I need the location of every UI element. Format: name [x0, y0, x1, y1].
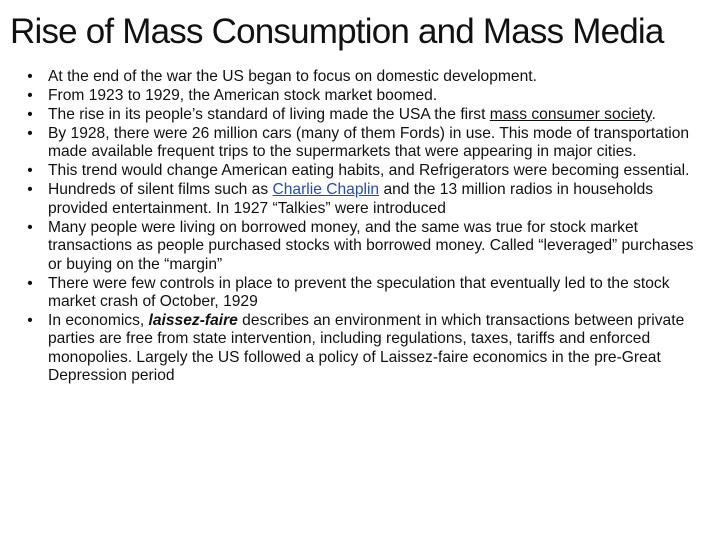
bullet-icon: • — [27, 181, 33, 199]
bullet-text-post: describes an environment in which transactions between private parties are free from state intervention, including regulations, taxes, tariffs and enforced monopolies. Largely the US followed a policy of Laissez-faire economics in the pre-Great Depression period — [48, 312, 685, 385]
bullet-text: By 1928, there were 26 million cars (many of them Fords) in use. This mode of transportation made available frequent trips to the supermarkets that were appearing in major cities. — [48, 125, 690, 161]
laissez-faire-term: laissez-faire — [148, 312, 238, 330]
bullet-text-pre: The rise in its people’s standard of living made the USA the first — [48, 106, 490, 123]
charlie-chaplin-link[interactable]: Charlie Chaplin — [272, 181, 380, 199]
bullet-text: There were few controls in place to prevent the speculation that eventually led to the stock market crash of October, 1929 — [48, 274, 670, 311]
slide-title: Rise of Mass Consumption and Mass Media — [10, 12, 664, 51]
bullet-item — [27, 274, 703, 312]
bullet-text-pre: In economics, — [48, 312, 149, 330]
bullet-icon: • — [27, 274, 33, 292]
bullet-item — [27, 218, 703, 274]
bullet-item — [27, 312, 703, 386]
bullet-icon: • — [27, 125, 33, 142]
bullet-icon: • — [27, 162, 33, 180]
bullet-text-post: and the 13 million radios in households provided entertainment. In 1927 “Talkies” were introduced — [48, 181, 654, 217]
bullet-item — [27, 106, 703, 124]
bullet-text: This trend would change American eating habits, and Refrigerators were becoming essential. — [48, 162, 690, 180]
bullet-item — [27, 125, 703, 162]
bullet-icon: • — [27, 312, 33, 330]
bullet-item — [27, 68, 703, 86]
bullet-list — [27, 68, 703, 386]
bullet-text-post: . — [651, 106, 656, 123]
bullet-icon: • — [27, 218, 33, 236]
bullet-text: From 1923 to 1929, the American stock market boomed. — [48, 87, 438, 104]
bullet-icon: • — [27, 106, 33, 123]
bullet-item — [27, 181, 703, 218]
bullet-icon: • — [27, 87, 33, 104]
bullet-item — [27, 162, 703, 180]
bullet-item — [27, 87, 703, 105]
bullet-text: Many people were living on borrowed money, and the same was true for stock market transactions as people purchased stocks with borrowed money. Called “leveraged” purchases or buying on the “margin” — [48, 218, 694, 273]
bullet-text: At the end of the war the US began to focus on domestic development. — [48, 68, 537, 85]
mass-consumer-society-term: mass consumer society — [489, 106, 652, 123]
bullet-icon: • — [27, 68, 33, 85]
bullet-text-pre: Hundreds of silent films such as — [48, 181, 273, 199]
